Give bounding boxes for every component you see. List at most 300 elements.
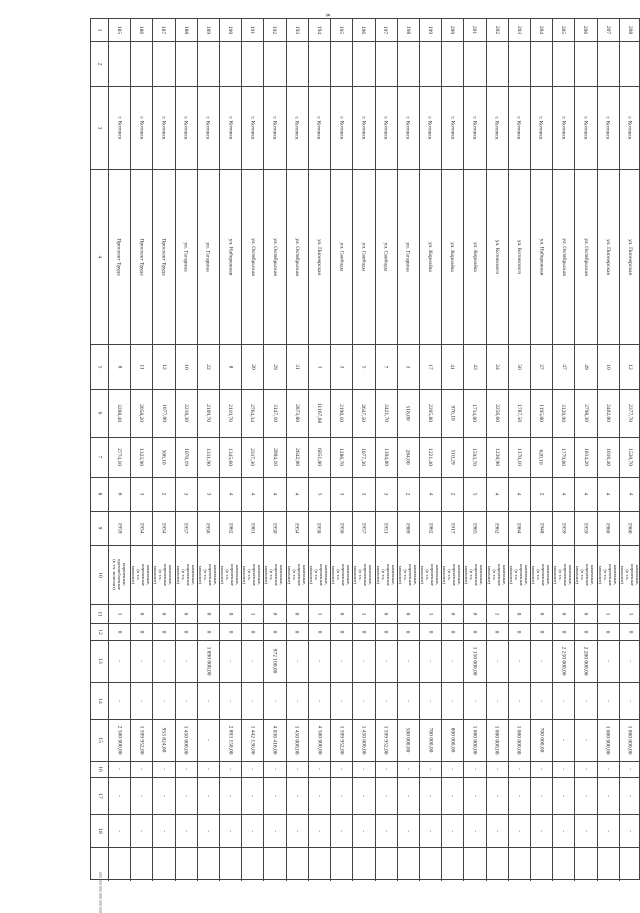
cell-text: 5 [315,492,322,496]
table-cell [486,777,508,814]
table-cell [597,437,619,477]
table-cell [330,41,352,86]
column-number-header [91,682,108,719]
cell-text: 1956 [204,522,211,534]
table-cell [552,437,574,477]
cell-text: 1323,90 [138,448,145,466]
cell-text: - [626,660,633,662]
cell-text: 0 [271,630,278,633]
cell-text: 31 [293,363,300,370]
cell-text: 47 [560,363,567,370]
cell-text: ул. Пионерская [604,238,611,275]
table-cell [508,344,530,389]
table-cell [108,511,130,545]
table-cell [263,640,285,682]
column-number-header [91,777,108,814]
table-cell [330,344,352,389]
cell-text: - [315,660,322,662]
table-cell [286,682,308,719]
cell-text: г. Котовск [471,115,478,140]
table-cell [463,477,485,511]
cell-text: 1962 [427,522,433,534]
table-cell [552,761,574,777]
cell-text: 972 100,00 [271,648,278,674]
table-cell [219,169,241,344]
table-cell [619,604,640,623]
table-cell [108,389,130,437]
cell-text: - [315,699,322,702]
column-number-header [91,719,108,761]
table-cell [419,437,441,477]
cell-text: - [160,768,167,770]
cell-text: - [604,660,611,662]
table-cell [330,604,352,623]
cell-text: - [560,739,567,741]
cell-text: - [315,768,322,770]
cell-text: 206 [582,25,589,35]
table-cell [619,545,640,604]
cell-text: - [249,768,256,770]
table-cell [552,623,574,640]
table-cell [175,389,197,437]
table-cell [286,169,308,344]
table-cell [241,41,263,86]
table-cell [441,545,463,604]
column-number-header [91,86,108,169]
table-cell [263,604,285,623]
table-cell [397,389,419,437]
table-cell [286,777,308,814]
table-cell [263,511,285,545]
cell-text: ул. Пионерская [315,238,322,275]
cell-text: г. Котовск [604,115,611,140]
cell-text: - [404,699,411,702]
table-cell [419,511,441,545]
cell-text: 1 890 000,00 [204,646,211,676]
cell-text: - [626,829,633,832]
cell-text: 1077,00 [160,404,167,422]
cell-text: 3 [382,492,389,496]
table-cell [330,169,352,344]
table-cell [108,777,130,814]
cell-text: г. Котовск [582,115,589,140]
table-cell [508,41,530,86]
cell-text: 0 [249,630,256,633]
table-cell [530,86,552,169]
table-cell [241,477,263,511]
cell-text: г. Котовск [493,115,500,140]
cell-text: 800 000,00 [449,727,456,753]
cell-text: - [227,829,234,832]
table-cell [397,19,419,41]
table-cell [375,545,397,604]
table-cell [241,344,263,389]
table-cell [352,604,374,623]
table-cell [352,389,374,437]
cell-text: - [249,829,256,832]
table-cell [397,623,419,640]
table-cell [375,814,397,847]
cell-text: 1195,80 [538,404,545,422]
table-cell [375,623,397,640]
cell-text: 1965 [471,522,478,534]
table-cell [619,169,640,344]
table-cell [108,640,130,682]
cell-text: 1 [116,612,123,615]
table-cell [241,682,263,719]
cell-text: - [382,699,389,702]
table-cell [619,761,640,777]
table-cell [352,437,374,477]
table-cell [508,814,530,847]
cell-text: каменные, кирпичные (в т.ч. монолит) [264,563,285,586]
table-cell [197,682,219,719]
table-cell [375,604,397,623]
cell-text: каменные, кирпичные (в т.ч. монолит) [175,563,196,586]
table-cell [152,761,174,777]
table-cell [530,437,552,477]
table-cell [175,545,197,604]
cell-text: 2109,70 [204,404,211,422]
cell-text: - [626,699,633,702]
cell-text: каменные, кирпичные (в т.ч. монолит) [420,563,441,586]
cell-text: - [227,660,234,662]
cell-text: 3208,40 [116,404,123,422]
cell-text: - [249,699,256,702]
table-cell [130,604,152,623]
cell-text: 700 000,00 [427,727,434,753]
table-cell [597,477,619,511]
cell-text: ул. Королёва [427,241,434,272]
cell-text: 1 [315,612,322,615]
cell-text: 1593,70 [471,448,478,466]
table-cell [263,814,285,847]
cell-text: ул. Набережная [227,238,234,275]
table-cell [397,437,419,477]
table-cell [197,344,219,389]
cell-text: 11 [96,610,103,617]
table-cell [530,545,552,604]
table-cell [508,169,530,344]
table-cell [219,511,241,545]
cell-text: 7 [382,365,389,368]
cell-text: - [449,829,456,832]
cell-text: 3 [182,492,189,496]
table-cell [263,437,285,477]
cell-text: 1957 [182,522,189,534]
table-cell [263,623,285,640]
table-cell [397,777,419,814]
cell-text: 2873,80 [293,404,300,422]
table-cell [597,344,619,389]
table-cell [508,777,530,814]
cell-text: - [582,768,589,770]
table-cell [441,623,463,640]
cell-text: - [449,794,456,797]
cell-text: - [182,829,189,832]
column-number-header [91,814,108,847]
table-cell [375,41,397,86]
cell-text: 11 [138,363,145,370]
cell-text: - [138,794,145,797]
table-cell [441,477,463,511]
cell-text: - [515,768,522,770]
table-cell [486,682,508,719]
table-cell [308,41,330,86]
table-cell [308,86,330,169]
column-number-header [91,389,108,437]
cell-text: 204 [538,25,545,35]
cell-text: - [293,660,300,662]
table-cell [597,86,619,169]
cell-text: каменные, кирпичные (в т.ч. монолит) [242,563,263,586]
table-cell [486,623,508,640]
cell-text: 0 [160,630,167,633]
cell-text: 11167,68 [315,402,322,424]
cell-text: - [382,794,389,797]
table-cell [552,814,574,847]
table-cell [108,169,130,344]
table-cell [463,19,485,41]
table-cell [263,719,285,761]
cell-text: - [582,739,589,741]
cell-text: 198 [404,25,411,35]
table-cell [486,640,508,682]
table-cell [286,719,308,761]
cell-text: ул. Октябрьская [249,237,256,276]
table-cell [130,41,152,86]
cell-text: г. Котовск [249,115,256,140]
table-cell [286,623,308,640]
table-cell [219,682,241,719]
table-cell [130,86,152,169]
table-cell [397,545,419,604]
table-cell [619,814,640,847]
cell-text: каменные, кирпичные (в т.ч. монолит) [353,563,374,586]
cell-text: 0 [138,630,145,633]
table-cell [441,169,463,344]
table-cell [486,604,508,623]
cell-text: каменные, кирпичные (в т.ч. монолит) [286,563,307,586]
cell-text: - [227,699,234,702]
cell-text: г. Котовск [315,115,322,140]
table-cell [508,86,530,169]
table-cell [397,640,419,682]
cell-text: - [293,768,300,770]
table-cell [530,719,552,761]
table-cell [241,86,263,169]
cell-text: - [360,794,367,797]
cell-text: 1 000 000,00 [626,725,633,755]
table-cell [441,719,463,761]
table-cell [308,761,330,777]
table-cell [130,719,152,761]
table-cell [197,719,219,761]
table-cell [574,19,596,41]
table-cell [574,545,596,604]
cell-text: 5 [96,365,103,368]
cell-text: - [449,660,456,662]
table-cell [375,761,397,777]
table-cell [152,814,174,847]
cell-text: 5 [471,492,478,496]
cell-text: - [626,794,633,797]
cell-text: 7 [96,455,103,459]
cell-text: 0 [293,630,300,633]
table-cell [397,682,419,719]
cell-text: 0 [493,630,500,633]
table-cell [552,682,574,719]
cell-text: 1394,00 [382,448,389,466]
table-cell [219,19,241,41]
table-cell [619,777,640,814]
table-cell [530,777,552,814]
table-cell [175,477,197,511]
cell-text: 0 [360,630,367,633]
cell-text: 188 [182,25,189,35]
table-cell [219,477,241,511]
table-cell [508,761,530,777]
cell-text: 200 [449,25,456,35]
table-cell [152,719,174,761]
table-cell [130,389,152,437]
table-cell [486,719,508,761]
table-cell [397,86,419,169]
cell-text: 2798,30 [582,404,589,422]
table-cell [375,86,397,169]
cell-text: - [204,768,211,770]
cell-text: - [404,768,411,770]
table-cell [263,344,285,389]
table-cell [219,41,241,86]
cell-text: ул. Набережная [538,238,545,275]
table-cell [197,777,219,814]
cell-text: 1948 [538,522,545,534]
cell-text: ул. Октябрьская [560,237,567,276]
table-cell [397,761,419,777]
table-cell [597,682,619,719]
cell-text: каменные, кирпичные (в т.ч. монолит) [442,563,463,586]
cell-text: - [560,829,567,832]
cell-text: 1779,00 [560,448,567,466]
cell-text: 0 [204,612,211,615]
table-cell [241,389,263,437]
cell-text: 1 450 000,00 [360,725,367,755]
cell-text: каменные, кирпичные (в т.ч. монолит) [553,563,574,586]
table-cell [286,814,308,847]
cell-text: 1070,19 [182,448,189,466]
cell-text: 0 [138,612,145,615]
cell-text: 0 [582,630,589,633]
table-cell [441,640,463,682]
cell-text: 4 036 418,00 [271,725,278,755]
table-cell [397,169,419,344]
cell-text: 1951 [382,522,389,534]
cell-text: г. Котовск [204,115,211,140]
table-cell [263,19,285,41]
cell-text: - [538,699,545,702]
cell-text: 207 [604,25,611,35]
table-cell [441,437,463,477]
cell-text: - [227,768,234,770]
cell-text: 1077,30 [360,448,367,466]
cell-text: - [582,794,589,797]
table-cell [175,344,197,389]
cell-text: - [427,699,433,702]
cell-text: - [338,829,345,832]
table-cell [197,640,219,682]
cell-text: 0 [382,630,389,633]
cell-text: 0 [471,630,478,633]
cell-text: 1 [249,612,256,615]
cell-text: 6 [96,411,103,415]
cell-text: ул. Октябрьская [582,237,589,276]
cell-text: 50 [515,363,522,370]
cell-text: Проспект Труда [116,237,123,276]
table-cell [419,777,441,814]
table-cell [286,19,308,41]
table-cell [574,477,596,511]
table-cell [352,719,374,761]
cell-text: 3 [404,365,411,368]
cell-text: ул. Гагарина [182,241,189,272]
table-cell [530,41,552,86]
table-cell [330,545,352,604]
table-cell [130,437,152,477]
table-cell [241,511,263,545]
table-cell [152,777,174,814]
table-cell [130,511,152,545]
table-cell [330,437,352,477]
cell-text: 14 [96,697,103,704]
cell-text: 190 [227,25,234,35]
table-cell [574,604,596,623]
cell-text: 0 [293,612,300,615]
table-cell [574,640,596,682]
cell-text: г. Котовск [538,115,545,140]
table-cell [463,640,485,682]
table-cell [419,169,441,344]
cell-text: 2 200 000,00 [582,646,589,676]
table-cell [241,814,263,847]
table-cell [441,682,463,719]
cell-text: 1616,40 [604,448,611,466]
table-cell [330,682,352,719]
table-cell [530,682,552,719]
table-cell [419,682,441,719]
cell-text: 2764,34 [249,404,256,422]
table-cell [508,682,530,719]
table-cell [308,511,330,545]
cell-text: - [493,829,500,832]
table-cell [597,640,619,682]
cell-text: 1 [96,28,103,32]
table-cell [197,814,219,847]
cell-text: 17 [96,792,103,799]
table-cell [152,511,174,545]
cell-text: 195 [338,25,345,35]
cell-text: - [271,829,278,832]
table-cell [375,389,397,437]
table-cell [241,169,263,344]
cell-text: 953 824,00 [160,727,167,753]
cell-text: 191 [249,25,256,35]
cell-text: - [116,699,123,702]
cell-text: 10 [182,363,189,370]
cell-text: - [493,794,500,797]
cell-text: 1 000 000,00 [471,725,478,755]
cell-text: 1961 [249,522,256,534]
